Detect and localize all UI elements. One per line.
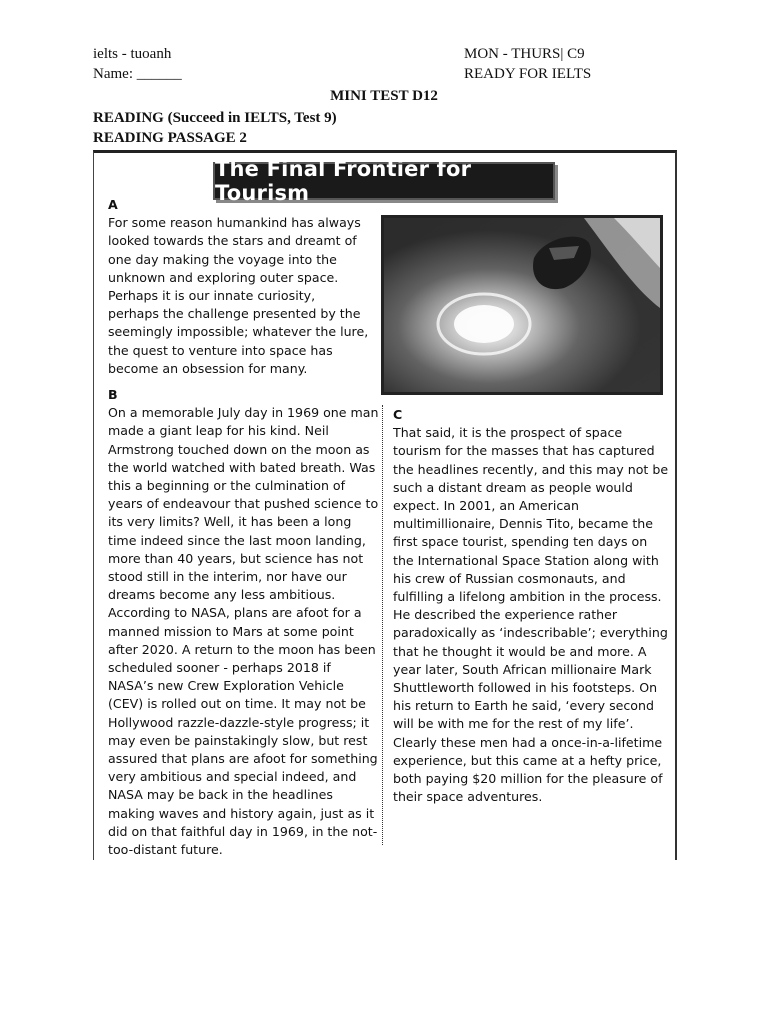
header-course: READY FOR IELTS — [464, 66, 592, 82]
header-name-field: Name: ______ — [93, 66, 182, 82]
paragraph-b-letter: B — [108, 387, 118, 402]
astronaut-earth-image — [384, 218, 660, 392]
paragraph-a — [108, 196, 370, 378]
paragraph-c — [393, 406, 669, 806]
space-photo — [381, 215, 663, 395]
column-divider — [382, 405, 383, 845]
paragraph-a-letter: A — [108, 197, 118, 212]
paragraph-c-letter: C — [393, 407, 403, 422]
section-title: READING (Succeed in IELTS, Test 9) — [93, 110, 337, 126]
passage-title: The Final Frontier for Tourism — [213, 162, 555, 200]
header-schedule: MON - THURS| C9 — [464, 46, 585, 62]
header-student-label: ielts - tuoanh — [93, 46, 172, 62]
test-title: MINI TEST D12 — [330, 88, 438, 104]
paragraph-a-text: For some reason humankind has always looked towards the stars and dreamt of one day making the voyage into the unknown and exploring outer space. Perhaps it is our innate curiosity, perhaps the challenge presented by the seemingly impossible; whatever the lure, the quest to venture into space has become an obsession for many. — [108, 215, 369, 376]
passage-number: READING PASSAGE 2 — [93, 130, 247, 146]
paragraph-b-text: On a memorable July day in 1969 one man made a giant leap for his kind. Neil Armstrong touched down on the moon as the world watched with bated breath. Was this a beginning or the culmination of years of endeavour that pushed science to its very limits? Well, it has been a long time indeed since the last moon landing, more than 40 years, but science has not stood still in the interim, nor have our dreams become any less ambitious. According to NASA, plans are afoot for a manned mission to Mars at some point after 2020. A return to the moon has been scheduled sooner - perhaps 2018 if NASA’s new Crew Exploration Vehicle (CEV) is rolled out on time. It may not be Hollywood razzle-dazzle-style progress; it may even be painstakingly slow, but rest assured that plans are afoot for something very ambitious and special indeed, and NASA may be back in the headlines making waves and history again, just as it did on that faithful day in 1969, in the not-too-distant future. — [108, 405, 379, 858]
paragraph-b — [108, 386, 380, 859]
paragraph-c-text: That said, it is the prospect of space tourism for the masses that has captured the headlines recently, and this may not be such a distant dream as people would expect. In 2001, an American multimillionaire, Dennis Tito, became the first space tourist, spending ten days on the International Space Station along with his crew of Russian cosmonauts, and fulfilling a lifelong ambition in the process. He described the experience rather paradoxically as ‘indescribable’; everything that he thought it would be and more. A year later, South African millionaire Mark Shuttleworth followed in his footsteps. On his return to Earth he said, ‘every second will be with me for the rest of my life’. Clearly these men had a once-in-a-lifetime experience, but this came at a hefty price, both paying $20 million for the pleasure of their space adventures. — [393, 425, 669, 805]
